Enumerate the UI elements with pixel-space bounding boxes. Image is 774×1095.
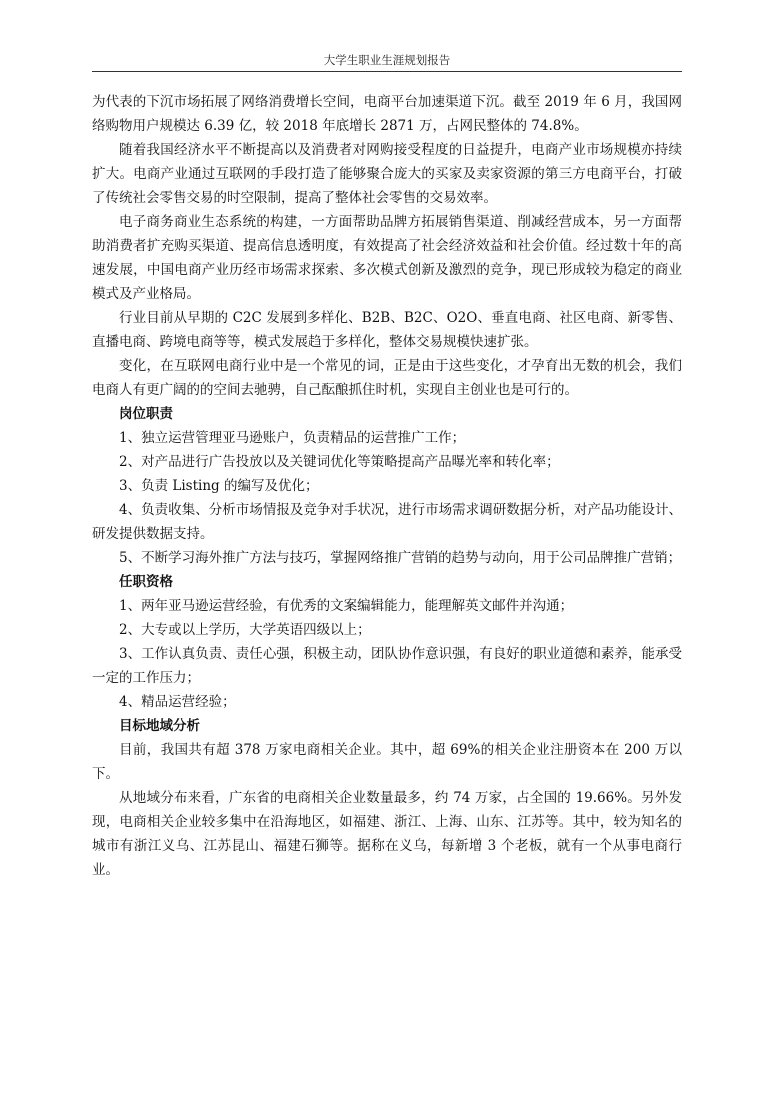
paragraph-continued: 为代表的下沉市场拓展了网络消费增长空间，电商平台加速渠道下沉。截至 2019 年 6 月，我国网络购物用户规模达 6.39 亿，较 2018 年底增长 2871 万，占网民整体的 74.8%。 (92, 94, 682, 134)
paragraph-market-scale: 随着我国经济水平不断提高以及消费者对网购接受程度的日益提升，电商产业市场规模亦持续扩大。电商产业通过互联网的手段打造了能够聚合庞大的买家及卖家资源的第三方电商平台，打破了传统社会零售交易的时空限制，提高了整体社会零售的交易效率。 (92, 142, 682, 206)
region-paragraph: 从地域分布来看，广东省的电商相关企业数量最多，约 74 万家，占全国的 19.66%。另外发现，电商相关企业较多集中在沿海地区，如福建、浙江、上海、山东、江苏等。其中，较为知名的城市有浙江义乌、江苏昆山、福建石狮等。据称在义乌，每新增 3 个老板，就有一个从事电商行业。 (92, 790, 682, 878)
qualification-item: 3、工作认真负责、责任心强，积极主动，团队协作意识强，有良好的职业道德和素养，能承受一定的工作压力； (92, 646, 682, 686)
duty-item: 3、负责 Listing 的编写及优化； (119, 478, 319, 494)
header-rule (92, 71, 682, 72)
paragraph-change: 变化，在互联网电商行业中是一个常见的词，正是由于这些变化，才孕育出无数的机会，我们电商人有更广阔的的空间去驰骋，自己酝酿抓住时机，实现自主创业也是可行的。 (92, 358, 682, 398)
duty-item: 5、不断学习海外推广方法与技巧，掌握网络推广营销的趋势与动向，用于公司品牌推广营销； (119, 550, 682, 566)
running-header: 大学生职业生涯规划报告 (323, 53, 451, 67)
duty-item: 2、对产品进行广告投放以及关键词优化等策略提高产品曝光率和转化率； (119, 454, 560, 470)
paragraph-ecosystem: 电子商务商业生态系统的构建，一方面帮助品牌方拓展销售渠道、削减经营成本，另一方面帮助消费者扩充购买渠道、提高信息透明度，有效提高了社会经济效益和社会价值。经过数十年的高速发展，中国电商产业历经市场需求探索、多次模式创新及激烈的竞争，现已形成较为稳定的商业模式及产业格局。 (92, 214, 682, 302)
section-heading-qualifications: 任职资格 (119, 574, 173, 590)
region-paragraph: 目前，我国共有超 378 万家电商相关企业。其中，超 69%的相关企业注册资本在 200 万以下。 (92, 742, 682, 782)
body-text (92, 90, 682, 882)
qualification-item: 4、精品运营经验； (119, 694, 236, 710)
duty-item: 1、独立运营管理亚马逊账户，负责精品的运营推广工作； (119, 430, 466, 446)
qualification-item: 1、两年亚马逊运营经验，有优秀的文案编辑能力，能理解英文邮件并沟通； (119, 598, 574, 614)
section-heading-region: 目标地域分析 (119, 718, 200, 734)
section-heading-duties: 岗位职责 (119, 406, 173, 422)
paragraph-industry-models: 行业目前从早期的 C2C 发展到多样化、B2B、B2C、O2O、垂直电商、社区电商、新零售、直播电商、跨境电商等等，模式发展趋于多样化，整体交易规模快速扩张。 (92, 310, 682, 350)
duty-item: 4、负责收集、分析市场情报及竞争对手状况，进行市场需求调研数据分析，对产品功能设计、研发提供数据支持。 (92, 502, 682, 542)
qualification-item: 2、大专或以上学历，大学英语四级以上； (119, 622, 371, 638)
